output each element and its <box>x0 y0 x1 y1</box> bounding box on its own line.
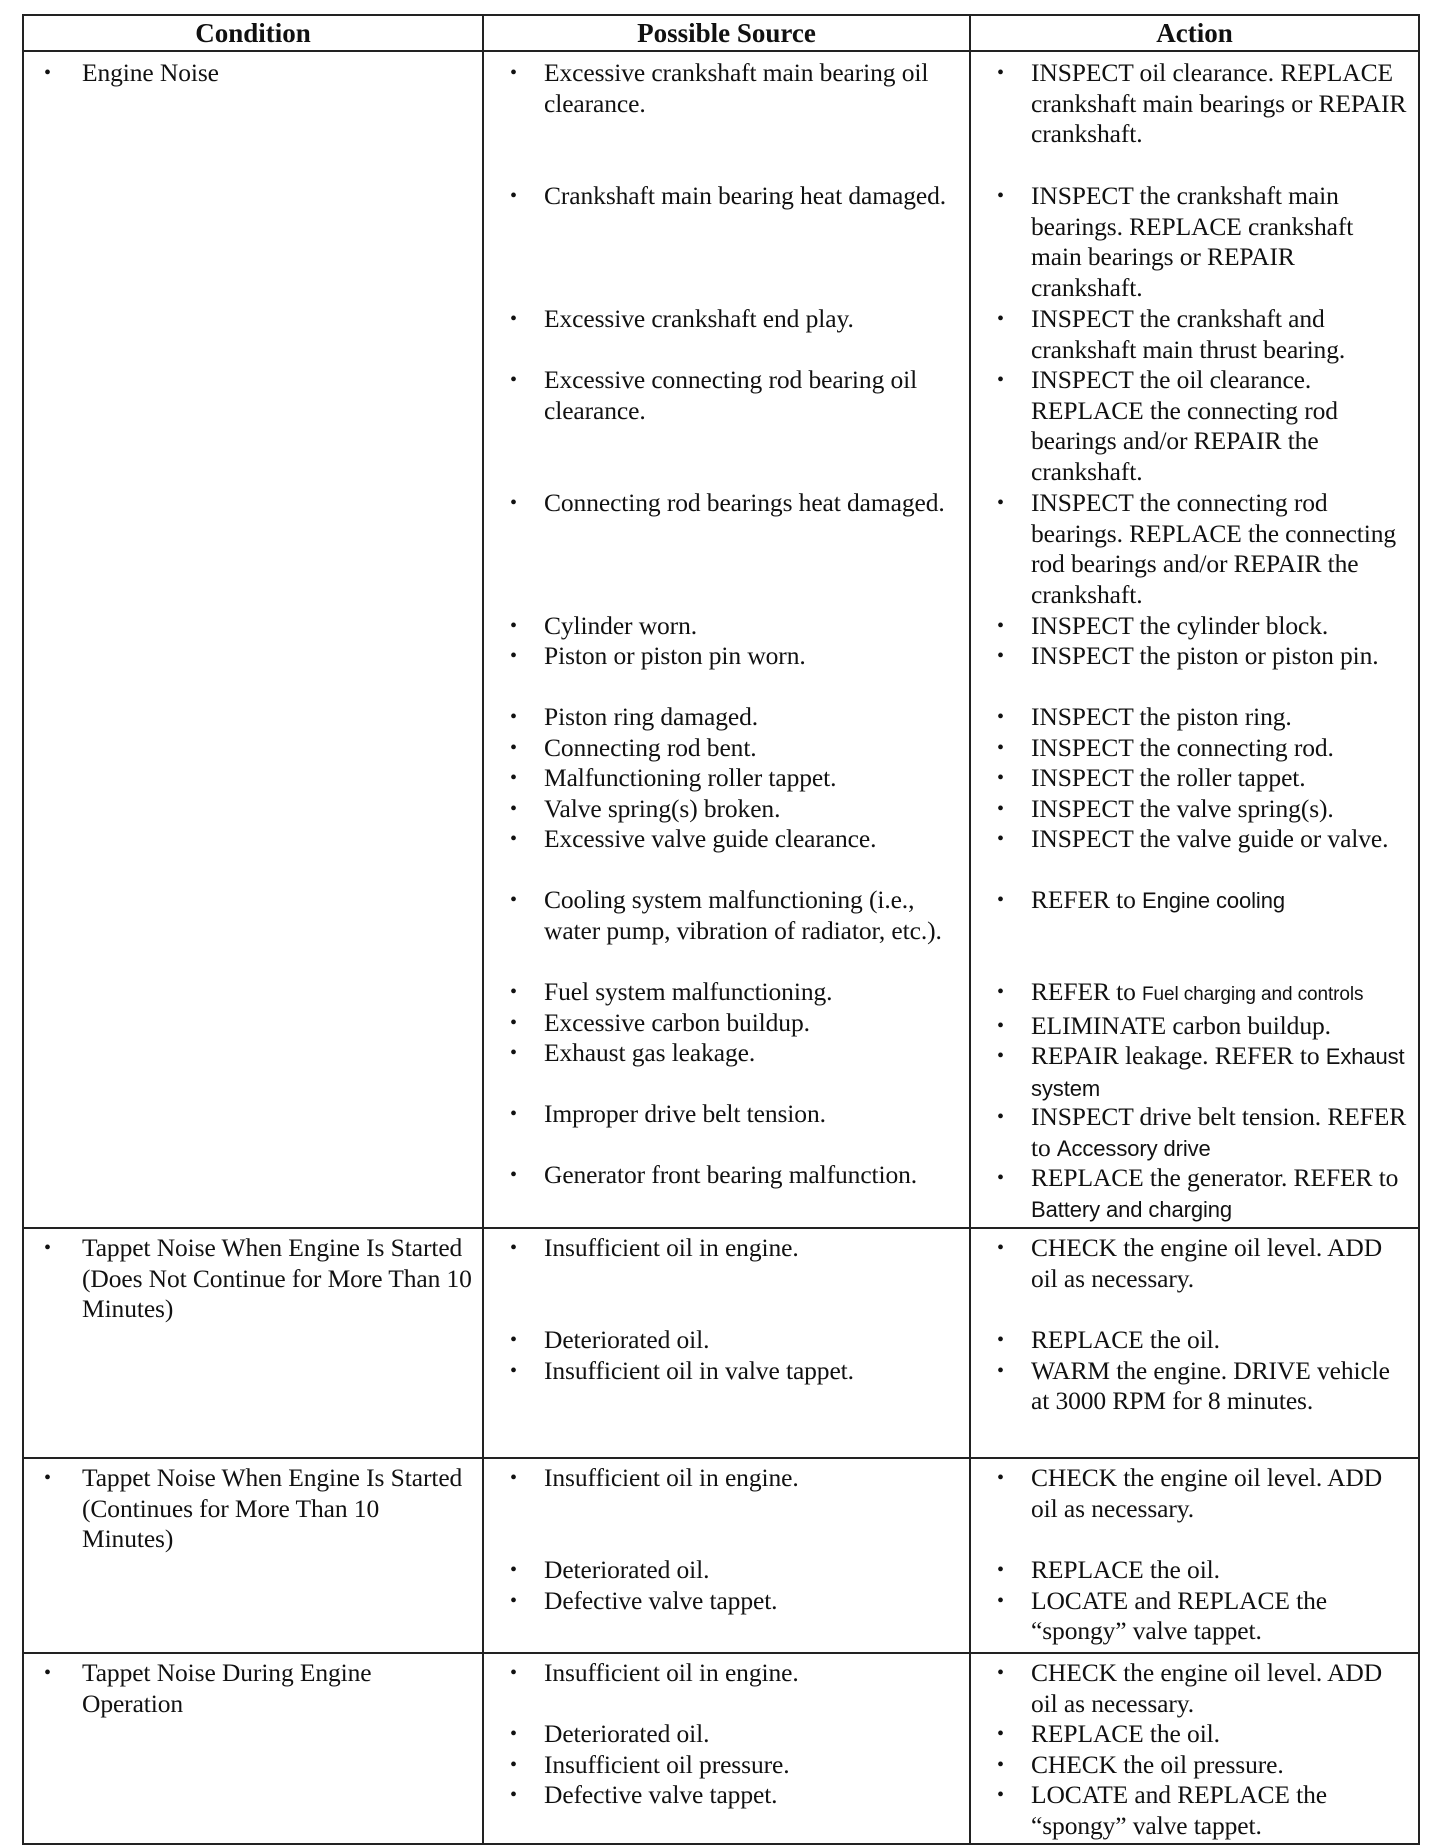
list-item: • INSPECT drive belt tension. REFER to Accessory drive <box>997 1102 1407 1162</box>
bullet-icon: • <box>510 369 517 391</box>
list-item: • Connecting rod bent. <box>510 732 757 762</box>
header-row <box>23 15 1419 51</box>
list-item: • Cooling system malfunctioning (i.e., water pump, vibration of radiator, etc.). <box>510 885 942 945</box>
reference-link: Battery and charging <box>1031 1196 1233 1222</box>
bullet-icon: • <box>510 645 517 667</box>
list-item: • INSPECT the connecting rod. <box>997 732 1334 762</box>
list-item: • CHECK the oil pressure. <box>997 1749 1284 1779</box>
list-item: • Malfunctioning roller tappet. <box>510 763 837 792</box>
condition-text: • Tappet Noise When Engine Is Started (Does Not Continue for More Than 10 Minutes) <box>44 1233 472 1323</box>
bullet-icon: • <box>997 1045 1004 1067</box>
condition-cell <box>23 1458 483 1653</box>
condition-cell <box>23 1228 483 1458</box>
list-item: • Connecting rod bearings heat damaged. <box>510 488 945 517</box>
bullet-icon: • <box>997 828 1004 850</box>
bullet-icon: • <box>997 1106 1004 1128</box>
list-item: • Excessive valve guide clearance. <box>510 824 877 853</box>
bullet-icon: • <box>510 1011 517 1034</box>
list-item: • WARM the engine. DRIVE vehicle at 3000 RPM for 8 minutes. <box>997 1355 1390 1415</box>
list-item: • LOCATE and REPLACE the “spongy” valve tappet. <box>997 1780 1327 1840</box>
list-item: • CHECK the engine oil level. ADD oil as necessary. <box>997 1463 1383 1523</box>
list-item: • INSPECT the cylinder block. <box>997 611 1329 640</box>
header-condition: Condition <box>23 15 483 51</box>
bullet-icon: • <box>510 1662 517 1684</box>
bullet-icon: • <box>997 308 1004 330</box>
list-item: • Deteriorated oil. <box>510 1719 710 1748</box>
bullet-icon: • <box>510 736 517 759</box>
bullet-icon: • <box>997 736 1004 759</box>
action-cell <box>970 1653 1419 1844</box>
bullet-icon: • <box>510 797 517 820</box>
list-item: • Defective valve tappet. <box>510 1585 778 1615</box>
action-cell <box>970 1458 1419 1653</box>
bullet-icon: • <box>997 981 1004 1003</box>
action-cell <box>970 1228 1419 1458</box>
bullet-icon: • <box>997 1014 1004 1037</box>
bullet-icon: • <box>510 981 517 1003</box>
list-item: • REPLACE the oil. <box>997 1719 1220 1748</box>
list-item: • Insufficient oil in engine. <box>510 1233 799 1262</box>
bullet-icon: • <box>44 1662 51 1684</box>
list-item: • Deteriorated oil. <box>510 1325 710 1354</box>
bullet-icon: • <box>510 1723 517 1745</box>
list-item: • Piston or piston pin worn. <box>510 641 806 670</box>
condition-text: • Tappet Noise When Engine Is Started (Continues for More Than 10 Minutes) <box>44 1463 463 1553</box>
list-item: • Improper drive belt tension. <box>510 1099 826 1128</box>
bullet-icon: • <box>510 828 517 850</box>
table-row <box>23 1653 1419 1844</box>
bullet-icon: • <box>997 615 1004 637</box>
bullet-icon: • <box>510 706 517 728</box>
list-item: • Defective valve tappet. <box>510 1780 778 1809</box>
bullet-icon: • <box>510 62 517 84</box>
diagnosis-table <box>22 14 1420 1845</box>
bullet-icon: • <box>997 706 1004 728</box>
bullet-icon: • <box>997 1753 1004 1776</box>
condition-cell <box>23 1653 483 1844</box>
list-item: • INSPECT the connecting rod bearings. REPLACE the connecting rod bearings and/or REPAIR the crankshaft. <box>997 488 1397 609</box>
list-item: • INSPECT the crankshaft and crankshaft main thrust bearing. <box>997 304 1346 364</box>
bullet-icon: • <box>997 1589 1004 1612</box>
bullet-icon: • <box>997 1559 1004 1581</box>
list-item: • Excessive crankshaft end play. <box>510 304 854 333</box>
list-item: • INSPECT the piston ring. <box>997 702 1292 731</box>
bullet-icon: • <box>44 1467 51 1489</box>
diagnosis-sheet <box>22 14 1418 1840</box>
list-item: • REPLACE the oil. <box>997 1325 1220 1354</box>
list-item: • Excessive connecting rod bearing oil clearance. <box>510 365 918 425</box>
bullet-icon: • <box>510 1467 517 1489</box>
bullet-icon: • <box>510 615 517 637</box>
list-item: • REPLACE the generator. REFER to Battery and charging <box>997 1163 1399 1222</box>
condition-text: • Engine Noise <box>44 58 219 87</box>
list-item: • REFER to Fuel charging and controls <box>997 977 1364 1006</box>
bullet-icon: • <box>510 1164 517 1186</box>
bullet-icon: • <box>997 185 1004 207</box>
bullet-icon: • <box>997 62 1004 84</box>
reference-link: Engine cooling <box>1142 888 1285 913</box>
list-item: • Exhaust gas leakage. <box>510 1038 756 1067</box>
list-item: • Crankshaft main bearing heat damaged. <box>510 181 947 210</box>
list-item: • LOCATE and REPLACE the “spongy” valve tappet. <box>997 1585 1327 1645</box>
list-item: • INSPECT the crankshaft main bearings. REPLACE crankshaft main bearings or REPAIR crankshaft. <box>997 181 1354 302</box>
bullet-icon: • <box>510 767 517 789</box>
list-item: • Valve spring(s) broken. <box>510 793 781 823</box>
bullet-icon: • <box>997 1467 1004 1489</box>
action-cell <box>970 51 1419 1228</box>
list-item: • Insufficient oil in valve tappet. <box>510 1355 854 1385</box>
bullet-icon: • <box>510 1103 517 1125</box>
bullet-icon: • <box>510 185 517 207</box>
bullet-icon: • <box>510 1753 517 1776</box>
bullet-icon: • <box>510 1359 517 1382</box>
reference-link: Accessory drive <box>1056 1135 1211 1161</box>
reference-link: Fuel charging and controls <box>1142 984 1364 1005</box>
bullet-icon: • <box>997 889 1004 911</box>
condition-cell <box>23 51 483 1228</box>
list-item: • CHECK the engine oil level. ADD oil as necessary. <box>997 1658 1383 1718</box>
bullet-icon: • <box>44 1237 51 1259</box>
list-item: • Piston ring damaged. <box>510 702 759 731</box>
bullet-icon: • <box>510 1559 517 1581</box>
list-item: • INSPECT the roller tappet. <box>997 763 1306 792</box>
source-cell <box>483 1653 970 1844</box>
list-item: • INSPECT the valve spring(s). <box>997 793 1334 823</box>
bullet-icon: • <box>997 369 1004 391</box>
list-item: • INSPECT oil clearance. REPLACE crankshaft main bearings or REPAIR crankshaft. <box>997 58 1407 148</box>
source-cell <box>483 1228 970 1458</box>
bullet-icon: • <box>997 492 1004 514</box>
bullet-icon: • <box>997 1784 1004 1806</box>
list-item: • INSPECT the oil clearance. REPLACE the connecting rod bearings and/or REPAIR the crankshaft. <box>997 365 1338 486</box>
list-item: • ELIMINATE carbon buildup. <box>997 1010 1331 1040</box>
list-item: • INSPECT the piston or piston pin. <box>997 641 1379 670</box>
table-row <box>23 1228 1419 1458</box>
bullet-icon: • <box>510 308 517 330</box>
bullet-icon: • <box>510 1589 517 1612</box>
source-cell <box>483 51 970 1228</box>
list-item: • Insufficient oil in engine. <box>510 1658 799 1687</box>
list-item: • CHECK the engine oil level. ADD oil as necessary. <box>997 1233 1383 1293</box>
bullet-icon: • <box>997 797 1004 820</box>
list-item: • REPLACE the oil. <box>997 1555 1220 1584</box>
table-row <box>23 51 1419 1228</box>
bullet-icon: • <box>997 1167 1004 1189</box>
bullet-icon: • <box>510 1329 517 1351</box>
bullet-icon: • <box>997 1723 1004 1745</box>
list-item: • REPAIR leakage. REFER to Exhaust system <box>997 1041 1405 1101</box>
bullet-icon: • <box>510 492 517 514</box>
source-cell <box>483 1458 970 1653</box>
bullet-icon: • <box>44 62 51 84</box>
bullet-icon: • <box>510 1784 517 1806</box>
list-item: • Insufficient oil pressure. <box>510 1749 790 1779</box>
condition-text: • Tappet Noise During Engine Operation <box>44 1658 372 1718</box>
list-item: • Insufficient oil in engine. <box>510 1463 799 1492</box>
list-item: • Excessive carbon buildup. <box>510 1007 810 1037</box>
bullet-icon: • <box>997 1359 1004 1382</box>
header-action: Action <box>970 15 1419 51</box>
list-item: • REFER to Engine cooling <box>997 885 1285 914</box>
list-item: • Cylinder worn. <box>510 611 697 640</box>
bullet-icon: • <box>997 645 1004 667</box>
list-item: • Deteriorated oil. <box>510 1555 710 1584</box>
bullet-icon: • <box>510 1237 517 1259</box>
bullet-icon: • <box>997 1237 1004 1259</box>
list-item: • Generator front bearing malfunction. <box>510 1160 918 1189</box>
bullet-icon: • <box>997 767 1004 789</box>
list-item: • Excessive crankshaft main bearing oil clearance. <box>510 58 929 118</box>
list-item: • INSPECT the valve guide or valve. <box>997 824 1389 853</box>
bullet-icon: • <box>997 1329 1004 1351</box>
table-row <box>23 1458 1419 1653</box>
reference-link: Exhaust system <box>1031 1044 1405 1101</box>
list-item: • Fuel system malfunctioning. <box>510 977 833 1006</box>
bullet-icon: • <box>510 889 517 911</box>
bullet-icon: • <box>510 1042 517 1064</box>
header-possible-source: Possible Source <box>483 15 970 51</box>
bullet-icon: • <box>997 1662 1004 1684</box>
